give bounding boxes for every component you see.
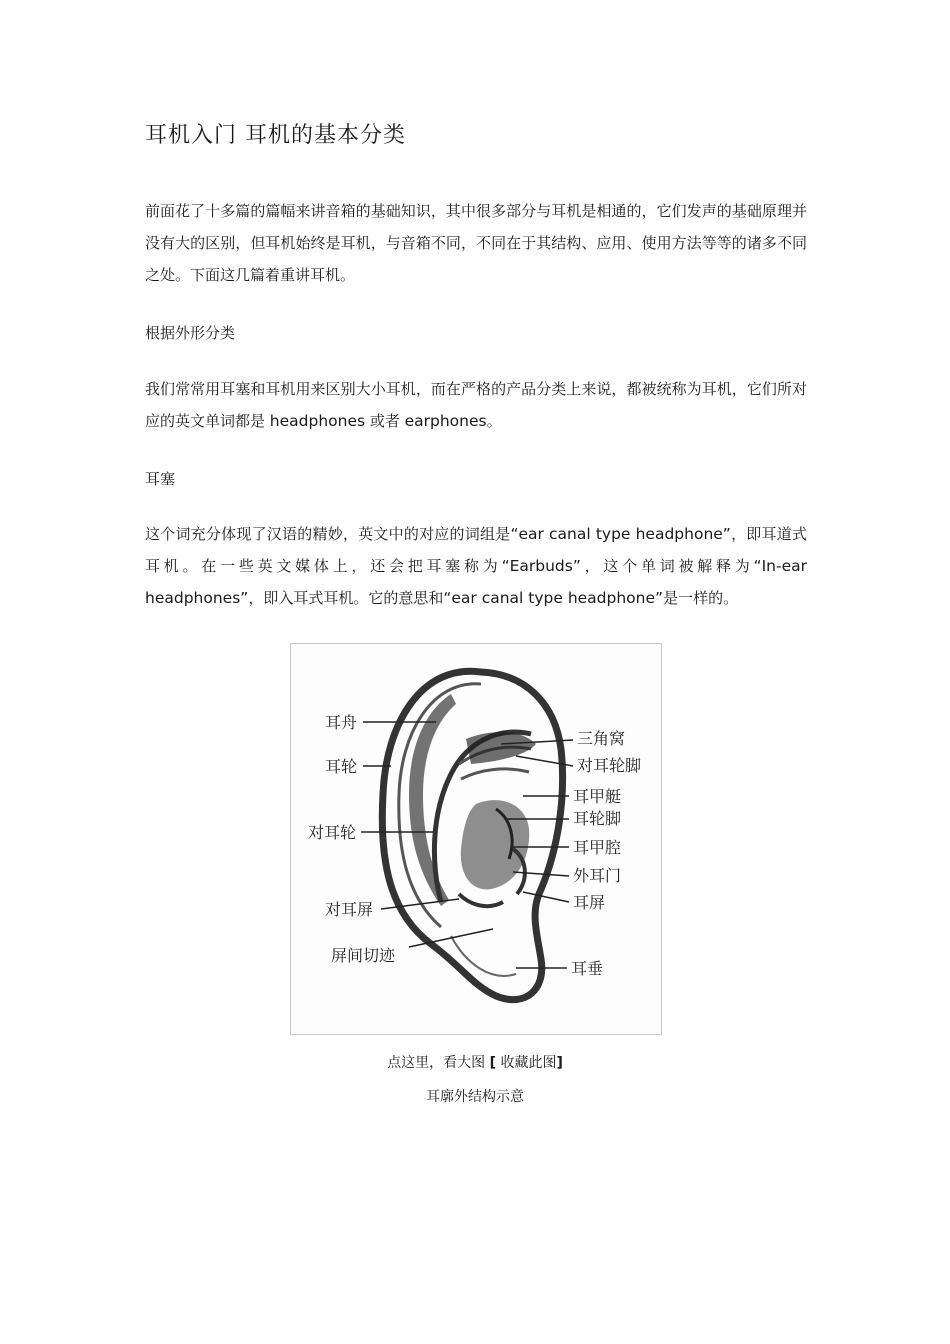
classification-paragraph [145, 373, 807, 437]
term-earphones: earphones [404, 412, 487, 430]
triangular-fossa-shade [466, 732, 536, 764]
text: 或者 [365, 412, 405, 430]
bracket-open: [ [489, 1055, 496, 1071]
term-earbuds: “Earbuds” [501, 557, 581, 575]
figure-links [0, 1052, 950, 1072]
intro-paragraph: 前面花了十多篇的篇幅来讲音箱的基础知识，其中很多部分与耳机是相通的，它们发声的基础原理并没有大的区别，但耳机始终是耳机，与音箱不同，不同在于其结构、应用、使用方法等等的诸多不同之处。下面这几篇着重讲耳机。 [145, 202, 807, 284]
label-tragus: 耳屏 [573, 893, 606, 912]
label-antihelix-crus: 对耳轮脚 [577, 756, 642, 775]
label-helix-crus: 耳轮脚 [573, 809, 622, 828]
label-external-acoustic-meatus: 外耳门 [573, 866, 622, 885]
section-heading-shape: 根据外形分类 [145, 324, 236, 342]
term-headphones: headphones [269, 412, 366, 430]
label-helix: 耳轮 [325, 757, 358, 776]
text: ，即入耳式耳机。它的意思和 [248, 589, 444, 607]
leader-line [523, 892, 569, 902]
view-large-link[interactable]: 点这里，看大图 [387, 1055, 486, 1071]
label-cymba-conchae: 耳甲艇 [573, 787, 622, 806]
text: ，即耳道式耳机。在一些英文媒体上，还会把耳塞称为 [145, 525, 807, 575]
label-antihelix: 对耳轮 [308, 823, 357, 842]
text: 是一样的。 [663, 589, 739, 607]
page-title: 耳机入门 耳机的基本分类 [145, 123, 406, 148]
text: 我们常常用耳塞和耳机用来区别大小耳机，而在严格的产品分类上来说，都被统称为耳机，它们所对应的英文单词都是 [145, 380, 807, 430]
label-cavum-conchae: 耳甲腔 [573, 838, 622, 857]
collect-image-link[interactable]: 收藏此图 [500, 1055, 557, 1071]
text: ，这个单词被解释为 [580, 557, 754, 575]
label-lobule: 耳垂 [571, 959, 604, 978]
ear-diagram[interactable] [290, 643, 662, 1035]
text: 这个词充分体现了汉语的精妙，英文中的对应的词组是 [145, 525, 511, 543]
antitragus [459, 894, 503, 906]
ear-illustration [291, 644, 661, 1034]
earplug-paragraph [145, 518, 807, 614]
term-ear-canal-2: “ear canal type headphone” [443, 589, 664, 607]
concha-shade [461, 800, 529, 889]
section-heading-earplug: 耳塞 [145, 470, 176, 488]
label-triangular-fossa: 三角窝 [577, 729, 626, 748]
term-ear-canal: “ear canal type headphone” [510, 525, 731, 543]
text: 。 [486, 412, 502, 430]
label-intertragic-notch: 屏间切迹 [331, 946, 396, 965]
figure-caption: 耳廓外结构示意 [426, 1089, 524, 1105]
term-in-ear: “In-ear headphones” [145, 557, 807, 607]
bracket-close: ] [556, 1055, 563, 1071]
leader-line [513, 872, 569, 876]
label-scapha: 耳舟 [325, 713, 358, 732]
label-antitragus: 对耳屏 [325, 900, 374, 919]
